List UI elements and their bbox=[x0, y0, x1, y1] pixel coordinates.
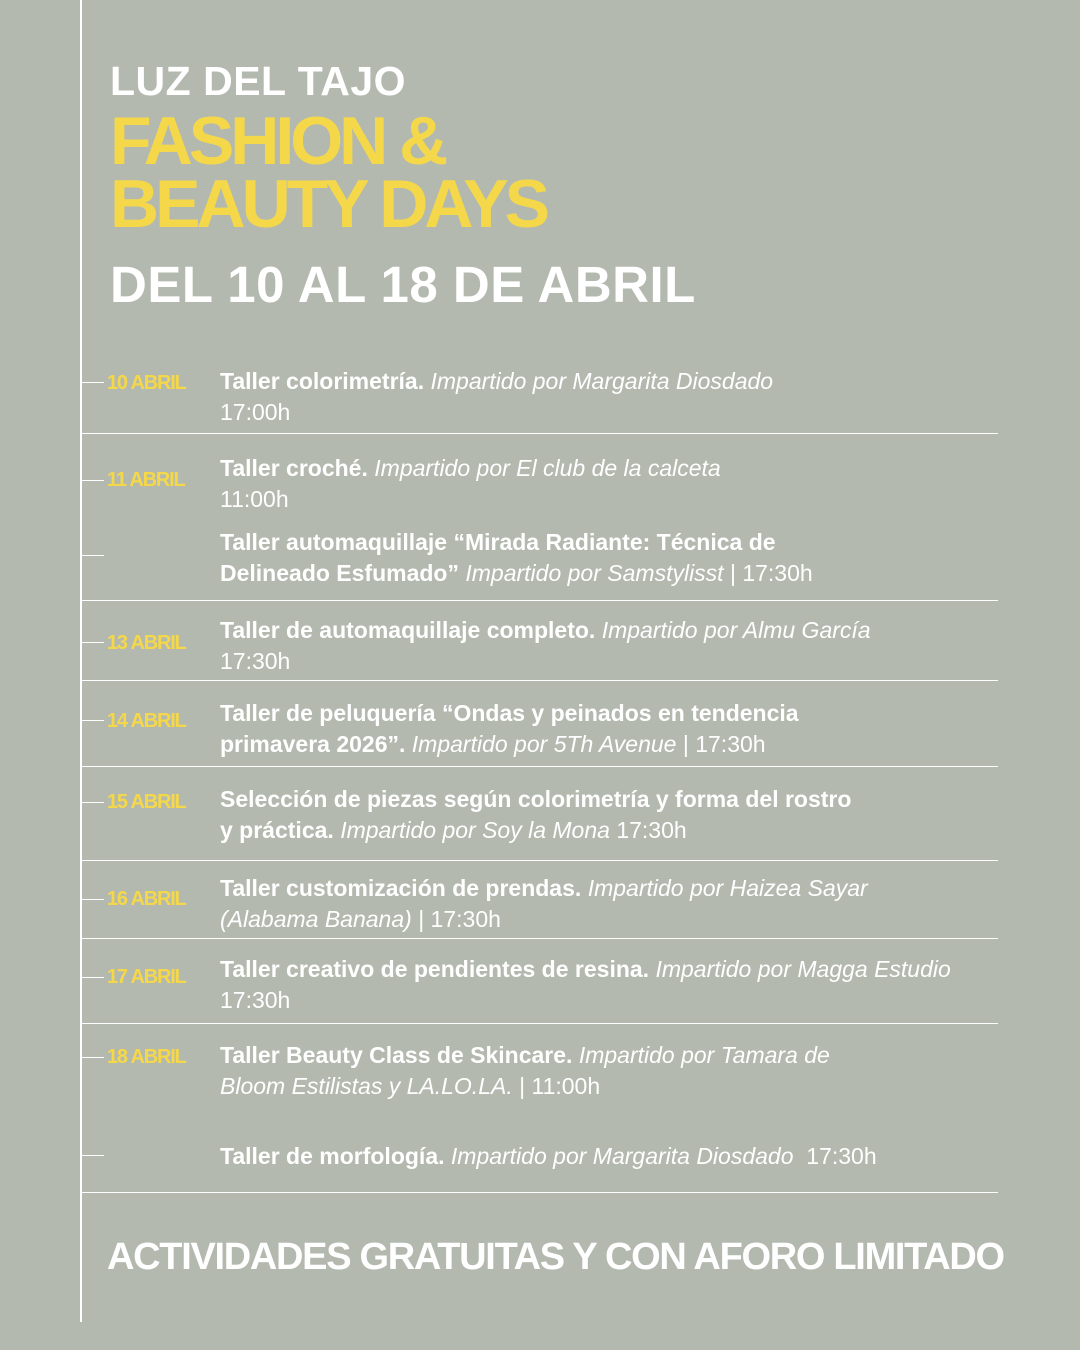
event-instructor: Impartido por El club de la calceta bbox=[374, 455, 721, 481]
footer-note: ACTIVIDADES GRATUITAS Y CON AFORO LIMITADO bbox=[107, 1236, 1004, 1278]
event-title bbox=[110, 103, 546, 242]
event-time: 17:30h bbox=[220, 987, 291, 1013]
schedule-event bbox=[220, 873, 868, 935]
schedule-event bbox=[220, 453, 721, 515]
event-name-line-1: Selección de piezas según colorimetría y forma del rostro bbox=[220, 786, 852, 812]
row-divider bbox=[82, 680, 998, 681]
event-name: Taller colorimetría. bbox=[220, 368, 425, 394]
schedule-event bbox=[220, 698, 799, 760]
timeline-tick bbox=[82, 1057, 104, 1058]
schedule-date: 13 ABRIL bbox=[107, 632, 186, 654]
event-time: | 17:30h bbox=[682, 731, 766, 757]
event-name: Taller Beauty Class de Skincare. bbox=[220, 1042, 573, 1068]
timeline-tick bbox=[82, 1155, 104, 1156]
brand-name: LUZ DEL TAJO bbox=[110, 58, 407, 104]
event-instructor-line-2: (Alabama Banana) bbox=[220, 906, 412, 932]
timeline-tick bbox=[82, 555, 104, 556]
event-title-line-2: BEAUTY DAYS bbox=[110, 166, 546, 242]
schedule-event bbox=[220, 1040, 830, 1102]
schedule-date: 14 ABRIL bbox=[107, 710, 186, 732]
schedule-event bbox=[220, 615, 871, 677]
schedule-event bbox=[220, 366, 773, 428]
event-name-line-2: Delineado Esfumado” bbox=[220, 560, 459, 586]
event-name: Taller croché. bbox=[220, 455, 368, 481]
row-divider bbox=[82, 1192, 998, 1193]
event-time: 17:30h bbox=[806, 1143, 877, 1169]
timeline-tick bbox=[82, 720, 104, 721]
event-dates: DEL 10 AL 18 DE ABRIL bbox=[110, 256, 696, 313]
timeline-tick bbox=[82, 802, 104, 803]
row-divider bbox=[82, 766, 998, 767]
event-instructor-line-2: Bloom Estilistas y LA.LO.LA. bbox=[220, 1073, 513, 1099]
event-name: Taller customización de prendas. bbox=[220, 875, 582, 901]
event-instructor-line-1: Impartido por Haizea Sayar bbox=[587, 875, 868, 901]
event-name: Taller de automaquillaje completo. bbox=[220, 617, 596, 643]
event-instructor: Impartido por Magga Estudio bbox=[655, 956, 951, 982]
schedule-date: 16 ABRIL bbox=[107, 888, 186, 910]
schedule-date: 18 ABRIL bbox=[107, 1046, 186, 1068]
event-instructor: Impartido por Margarita Diosdado bbox=[450, 1143, 794, 1169]
event-name-line-2: primavera 2026”. bbox=[220, 731, 406, 757]
schedule-event bbox=[220, 954, 951, 1016]
row-divider bbox=[82, 938, 998, 939]
event-time: 11:00h bbox=[220, 486, 289, 512]
event-name: Taller de morfología. bbox=[220, 1143, 445, 1169]
event-name-line-1: Taller automaquillaje “Mirada Radiante: Técnica de bbox=[220, 529, 776, 555]
event-time: 17:30h bbox=[616, 817, 687, 843]
schedule-date: 11 ABRIL bbox=[107, 469, 185, 491]
event-time: 17:00h bbox=[220, 399, 291, 425]
row-divider bbox=[82, 1023, 998, 1024]
timeline-tick bbox=[82, 642, 104, 643]
event-instructor: Impartido por Almu García bbox=[601, 617, 871, 643]
schedule-date: 10 ABRIL bbox=[107, 372, 186, 394]
row-divider bbox=[82, 433, 998, 434]
schedule-date: 17 ABRIL bbox=[107, 966, 186, 988]
timeline-tick bbox=[82, 480, 104, 481]
timeline-line bbox=[80, 0, 82, 1322]
schedule-event bbox=[220, 527, 813, 589]
event-name-line-1: Taller de peluquería “Ondas y peinados en tendencia bbox=[220, 700, 799, 726]
timeline-tick bbox=[82, 899, 104, 900]
schedule-date: 15 ABRIL bbox=[107, 791, 186, 813]
event-time: | 17:30h bbox=[729, 560, 813, 586]
event-name: Taller creativo de pendientes de resina. bbox=[220, 956, 650, 982]
event-instructor: Impartido por Samstylisst bbox=[465, 560, 724, 586]
row-divider bbox=[82, 600, 998, 601]
event-time: 17:30h bbox=[220, 648, 291, 674]
row-divider bbox=[82, 860, 998, 861]
event-instructor-line-1: Impartido por Tamara de bbox=[578, 1042, 830, 1068]
event-instructor: Impartido por Margarita Diosdado bbox=[430, 368, 774, 394]
schedule-event bbox=[220, 1141, 877, 1172]
schedule-event bbox=[220, 784, 851, 846]
event-time: | 11:00h bbox=[519, 1073, 601, 1099]
event-title-line-1: FASHION & bbox=[110, 103, 445, 179]
event-instructor: Impartido por 5Th Avenue bbox=[411, 731, 677, 757]
timeline-tick bbox=[82, 977, 104, 978]
event-instructor: Impartido por Soy la Mona bbox=[340, 817, 610, 843]
event-name-line-2: y práctica. bbox=[220, 817, 334, 843]
event-time: | 17:30h bbox=[418, 906, 501, 932]
timeline-tick bbox=[82, 382, 104, 383]
